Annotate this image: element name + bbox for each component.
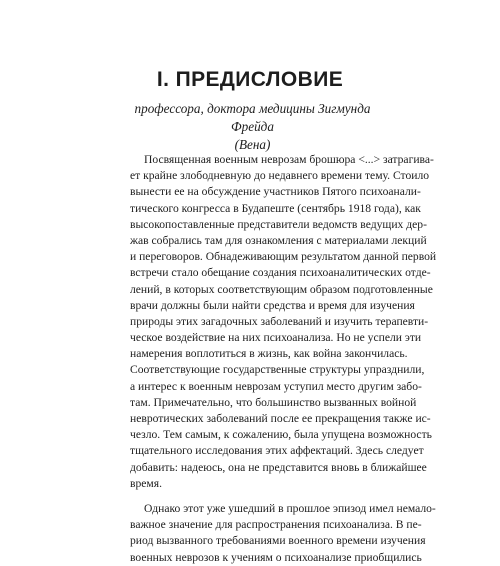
- text-line: вынести ее на обсуждение участников Пятого психоанали-: [130, 185, 421, 199]
- text-line: ческое воздействие на них психоанализа. Но не успели эти: [130, 331, 422, 345]
- text-line: ет крайне злободневную до недавнего времени тему. Стоило: [130, 169, 430, 183]
- text-line: добавить: надеюсь, она не представится вновь в ближайшее: [130, 460, 427, 474]
- text-line: невротических заболеваний после ее прекращения также ис-: [130, 412, 431, 425]
- text-line: время.: [130, 476, 162, 490]
- text-line: Соответствующие государственные структуры упразднили,: [130, 363, 425, 377]
- chapter-title: I. ПРЕДИСЛОВИЕ: [156, 68, 344, 91]
- subtitle-city-line: (Вена): [234, 137, 271, 152]
- text-line: тщательного исследования этих аффектаций. Здесь следует: [130, 444, 424, 458]
- paragraph-1: [130, 152, 437, 492]
- body-text: [130, 152, 437, 566]
- paragraph-gap: [130, 492, 373, 501]
- chapter-subtitle: [130, 100, 375, 154]
- text-line: там. Примечательно, что большинство вызванных войной: [130, 395, 417, 409]
- text-line: и переговоров. Обнадеживающим результатом данной первой: [130, 250, 437, 264]
- text-line: лений, в которых соответствующим образом подготовленные: [130, 282, 433, 296]
- text-line: риод вызванного требованиями военного времени изучения: [130, 534, 426, 548]
- text-line: врачи должны были найти средства и время для изучения: [130, 298, 415, 312]
- paragraph-2: [130, 501, 436, 566]
- text-line: военных неврозов к учениям о психоанализе приобщились: [130, 550, 422, 564]
- text-line: тического конгресса в Будапеште (сентябрь 1918 года), как: [130, 201, 421, 215]
- text-line: Однако этот уже ушедший в прошлое эпизод имел немало-: [144, 501, 436, 515]
- text-line: а интерес к военным неврозам уступил место другим забо-: [130, 379, 422, 393]
- text-line: природы этих загадочных заболеваний и изучить терапевти-: [130, 314, 429, 328]
- text-line: встречи стало обещание создания психоаналитических отде-: [130, 266, 431, 280]
- text-line: важное значение для распространения психоанализа. В пе-: [130, 518, 422, 532]
- text-line: высокопоставленные представители ведомств ведущих дер-: [130, 217, 427, 231]
- text-line: намерения воплотиться в жизнь, как война закончилась.: [130, 347, 408, 361]
- text-line: жав собрались там для ознакомления с материалами лекций: [130, 233, 427, 247]
- subtitle-author-line: профессора, доктора медицины Зигмунда Фрейда: [134, 101, 371, 134]
- text-line: чезло. Тем самым, к сожалению, была упущена возможность: [130, 428, 432, 442]
- text-line: Посвященная военным неврозам брошюра <...> затрагива-: [144, 153, 434, 166]
